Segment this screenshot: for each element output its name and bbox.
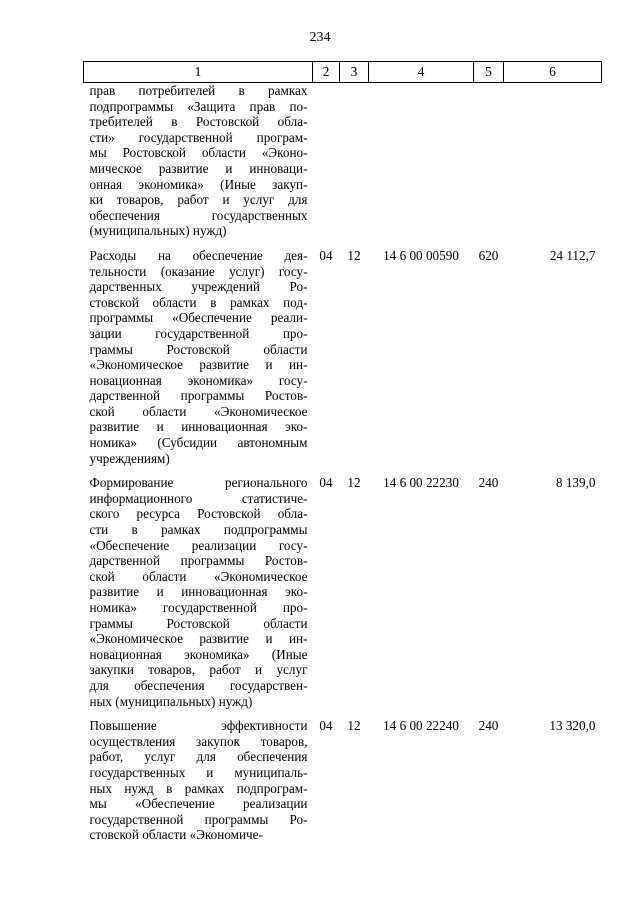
subsection-code: 12 [347,718,361,734]
expense-type-code: 620 [478,247,499,263]
description-line: ных нужд в рамках подпрограм- [89,780,308,796]
target-article-code: 14 6 00 22230 [383,475,459,491]
description-line: дарственных учреждений Ро- [89,279,308,295]
description-line: номика» (Субсидии автономным [89,435,308,451]
description-line: «Обеспечение реализации госу- [89,537,308,553]
description-line: сти в рамках подпрограммы [89,522,308,538]
description-line: ки товаров, работ и услуг для [89,192,308,208]
description-line: закупки товаров, работ и услуг [89,662,308,678]
description-line: обеспечения государственных [89,207,308,223]
description-line: граммы Ростовской области [89,615,308,631]
description-line: дарственной программы Ростов- [89,388,308,404]
description-line: граммы Ростовской области [89,341,308,357]
description-line: учреждениям) [89,450,170,466]
section-code [313,83,340,248]
description-line: Повышение эффективности [89,718,308,734]
expense-type-code: 240 [478,718,499,734]
description-line: сти» государственной програм- [89,129,308,145]
amount-value [504,83,602,248]
description-line: новационная экономика» госу- [89,372,308,388]
description-line: прав потребителей в рамках [89,83,308,98]
subsection-code [340,83,369,248]
column-header-2: 2 [313,62,340,83]
description-line: «Экономическое развитие и ин- [89,357,308,373]
description-line: мы Ростовской области «Эконо- [89,145,308,161]
amount-value: 13 320,0 [549,718,596,734]
description-line: новационная экономика» (Иные [89,646,308,662]
column-header-4: 4 [369,62,474,83]
column-header-6: 6 [504,62,602,83]
expense-type-code [474,83,504,248]
row-description [84,248,313,475]
target-article-code: 14 6 00 00590 [383,247,459,263]
description-line: государственных и муниципаль- [89,764,308,780]
table-row [84,248,602,475]
section-code: 04 [319,718,333,734]
column-header-1: 1 [84,62,313,83]
description-line: «Экономическое развитие и ин- [89,631,308,647]
row-description [84,475,313,718]
description-line: развитие и инновационная эко- [89,584,308,600]
table-row [84,718,602,852]
description-line: дарственной программы Ростов- [89,553,308,569]
description-line: информационного статистиче- [89,490,308,506]
description-line: стовской области «Экономиче- [89,827,263,843]
description-line: ского ресурса Ростовской обла- [89,506,308,522]
expense-type-code: 240 [478,475,499,491]
table-body [84,83,602,852]
description-line: программы «Обеспечение реали- [89,310,308,326]
subsection-code: 12 [347,247,361,263]
section-code: 04 [319,247,333,263]
description-line: мы «Обеспечение реализации [89,796,308,812]
description-line: (муниципальных) нужд) [89,223,227,239]
target-article-code [369,83,474,248]
row-description [84,718,313,852]
row-description [84,83,313,248]
table-row [84,83,602,248]
description-line: Расходы на обеспечение дея- [89,247,308,263]
amount-value: 24 112,7 [549,247,596,263]
description-line: зации государственной про- [89,325,308,341]
description-line: подпрограммы «Защита прав по- [89,98,308,114]
description-line: онная экономика» (Иные закуп- [89,176,308,192]
column-header-5: 5 [474,62,504,83]
description-line: требителей в Ростовской обла- [89,114,308,130]
header-row [84,62,602,83]
target-article-code: 14 6 00 22240 [383,718,459,734]
description-line: ской области «Экономическое [89,568,308,584]
page-number: 234 [309,30,331,45]
description-line: Формирование регионального [89,475,308,491]
description-line: работ, услуг для обеспечения [89,749,308,765]
description-line: стовской области в рамках под- [89,294,308,310]
section-code: 04 [319,475,333,491]
description-line: ных (муниципальных) нужд) [89,693,253,709]
description-line: осуществления закупок товаров, [89,733,308,749]
description-line: номика» государственной про- [89,600,308,615]
subsection-code: 12 [347,475,361,491]
column-header-3: 3 [340,62,369,83]
description-line: мическое развитие и инноваци- [89,160,308,176]
description-line: ской области «Экономическое [89,403,308,419]
description-line: развитие и инновационная эко- [89,419,308,435]
amount-value: 8 139,0 [555,475,596,491]
description-line: для обеспечения государствен- [89,677,308,693]
description-line: государственной программы Ро- [89,811,308,827]
budget-table [83,61,602,852]
description-line: тельности (оказание услуг) госу- [89,263,308,279]
table-row [84,475,602,718]
